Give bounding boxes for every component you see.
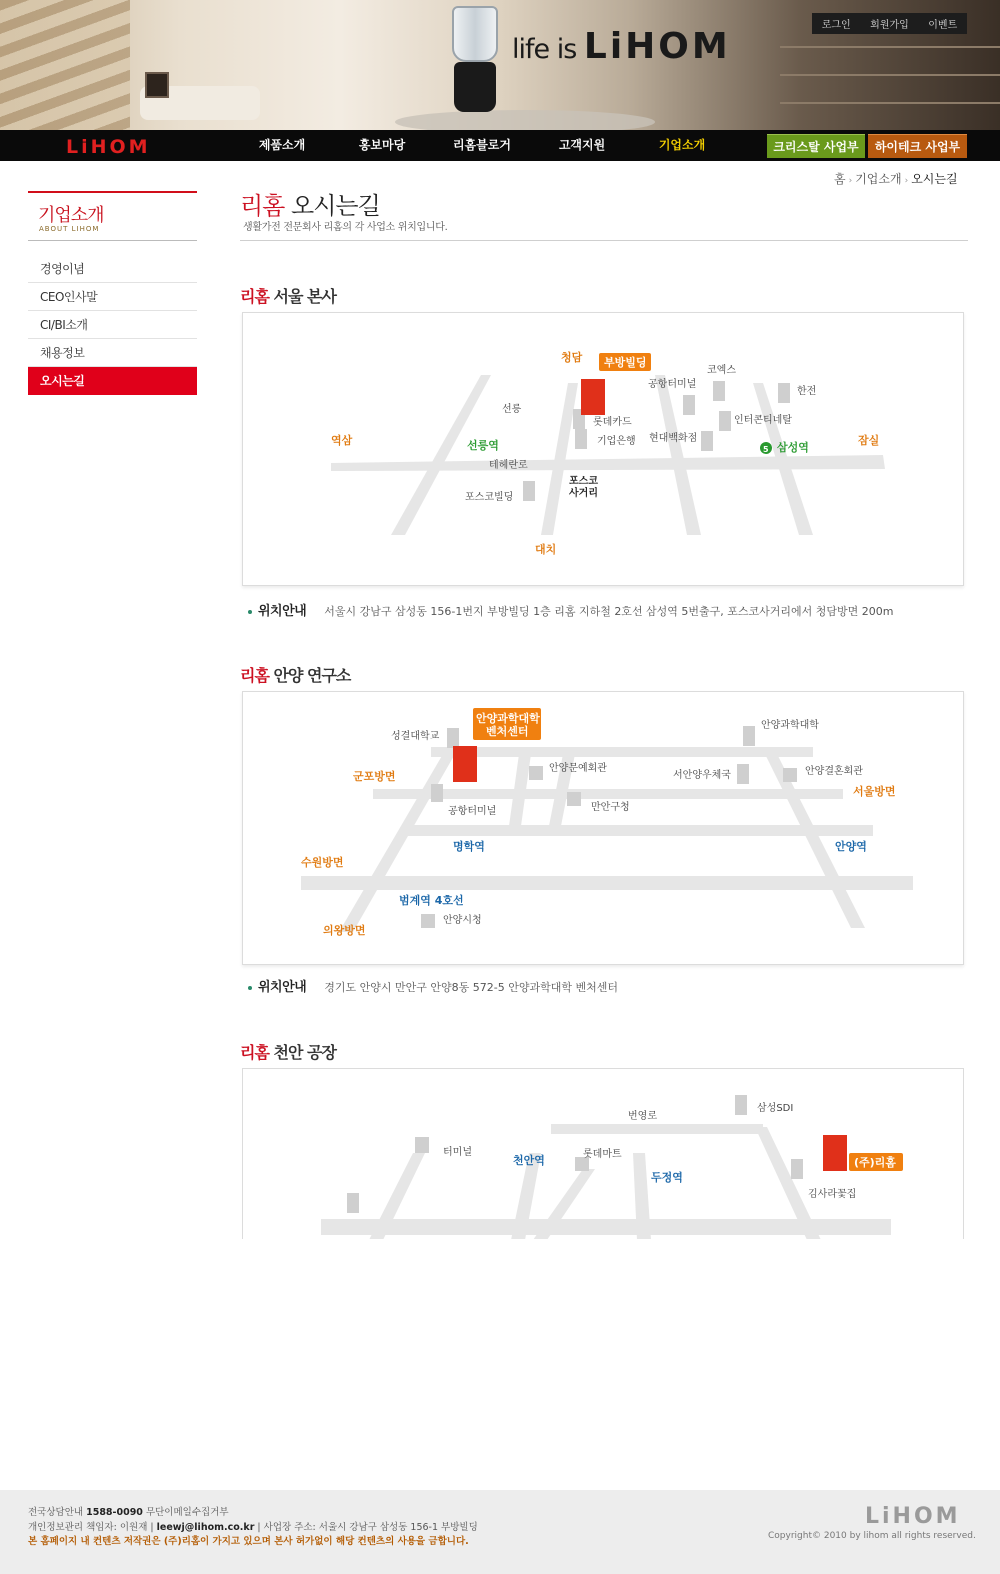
map-label-manan: 만안구청 — [591, 802, 630, 813]
map-label-venture-1: 안양과학대학 — [476, 712, 540, 725]
map-line-number: 5 — [763, 445, 769, 454]
map-label-beomgye: 범계역 4호선 — [399, 894, 464, 907]
chevron-right-icon: › — [848, 176, 853, 186]
map-label-intercon: 인터콘티네탈 — [734, 415, 792, 426]
footer-manager: 개인정보관리 책임자: 이원재 | leewj@lihom.co.kr | 사업장 주소: 서울시 강남구 삼성동 156-1 부방빌딩 — [28, 1522, 478, 1533]
map-label-terminal: 터미널 — [443, 1147, 472, 1158]
event-link[interactable]: 이벤트 — [928, 20, 958, 31]
nav-item-blogger[interactable]: 리홈블로거 — [453, 138, 511, 152]
lihom-logo[interactable]: LiHOM — [66, 136, 151, 158]
map-label-samsung-sdi: 삼성SDI — [757, 1103, 794, 1114]
map-label-wedding: 안양결혼회관 — [805, 766, 863, 777]
sidebar-title: 기업소개 — [38, 205, 104, 226]
map-label-uiwang: 의왕방면 — [323, 924, 366, 937]
map-label-jamsil: 잠실 — [858, 434, 880, 447]
footer-copyright: Copyright© 2010 by lihom all rights reserved. — [768, 1531, 976, 1541]
divider — [240, 240, 968, 241]
sidebar-header — [28, 191, 197, 241]
map-label-seonreung-station: 선릉역 — [467, 439, 499, 452]
map-label-beonyeong: 번영로 — [628, 1111, 657, 1122]
map-label-posco-cross-2: 사거리 — [569, 488, 598, 499]
section-title-seoul: 리홈 서울 본사 — [240, 287, 336, 306]
map-label-bubang: 부방빌딩 — [604, 356, 647, 369]
location-info-anyang: 위치안내 경기도 안양시 만안구 안양8동 572-5 안양과학대학 벤처센터 — [248, 976, 618, 995]
map-label-lihom: (주)리홈 — [854, 1156, 896, 1169]
hitech-division-button[interactable]: 하이테크 사업부 — [868, 134, 967, 158]
section-title-anyang: 리홈 안양 연구소 — [240, 666, 351, 685]
map-label-gimsarang: 김사라꽃집 — [808, 1189, 857, 1200]
breadcrumb-current: 오시는길 — [911, 172, 958, 186]
shelves-decoration — [780, 40, 1000, 130]
map-label-cityhall: 안양시청 — [443, 915, 482, 926]
picture-frame-image — [145, 72, 169, 98]
brand-slogan: life is LiHOM — [512, 26, 731, 67]
nav-item-company[interactable]: 기업소개 — [658, 138, 706, 152]
nav-item-support[interactable]: 고객지원 — [558, 138, 606, 152]
sidebar-item-ceo[interactable]: CEO인사말 — [28, 283, 197, 311]
crystal-division-button[interactable]: 크리스탈 사업부 — [767, 134, 865, 158]
nav-item-promotion[interactable]: 홍보마당 — [358, 138, 406, 152]
map-anyang — [242, 691, 964, 965]
page-title: 리홈 오시는길 — [240, 192, 380, 220]
sidebar-item-philosophy[interactable]: 경영이념 — [28, 255, 197, 283]
sidebar-item-recruit[interactable]: 채용정보 — [28, 339, 197, 367]
map-label-daechi: 대치 — [535, 543, 557, 556]
sidebar-subtitle: ABOUT LIHOM — [39, 225, 100, 233]
signup-link[interactable]: 회원가입 — [870, 20, 909, 31]
login-link[interactable]: 로그인 — [821, 20, 851, 31]
map-label-seonggyeol: 성결대학교 — [391, 731, 440, 742]
map-label-dujeong: 두정역 — [651, 1171, 683, 1184]
location-info-seoul: 위치안내 서울시 강남구 삼성동 156-1번지 부방빌딩 1층 리홈 지하철 2호선 삼성역 5번출구, 포스코사거리에서 청담방면 200m — [248, 600, 894, 619]
map-label-coex: 코엑스 — [707, 365, 736, 376]
map-label-munye: 안양문예회관 — [549, 763, 607, 774]
breadcrumb — [834, 170, 958, 187]
map-label-gunpo: 군포방면 — [353, 770, 396, 783]
sidebar-menu — [28, 255, 197, 395]
map-label-yeoksam: 역삼 — [331, 434, 353, 447]
map-label-lottemart: 롯데마트 — [583, 1149, 622, 1160]
map-seoul — [242, 312, 964, 586]
map-label-gieop: 기업은행 — [597, 436, 636, 447]
blender-product-image — [446, 2, 506, 114]
map-label-seonreung: 선릉 — [502, 404, 522, 415]
map-label-anyang-station: 안양역 — [835, 840, 867, 853]
map-label-myeonghak: 명학역 — [453, 840, 485, 853]
chevron-right-icon: › — [904, 176, 909, 186]
table-image — [395, 110, 655, 130]
map-label-samseong-station: 삼성역 — [777, 441, 809, 454]
map-label-venture-2: 벤처센터 — [486, 725, 529, 738]
stairs-decoration — [0, 0, 130, 130]
map-label-terminal: 공항터미널 — [448, 806, 497, 817]
top-links — [812, 13, 967, 34]
footer — [0, 1490, 1000, 1574]
map-label-seoul: 서울방면 — [853, 785, 896, 798]
map-label-hyundai: 현대백화점 — [649, 433, 698, 444]
manager-email[interactable]: leewj@lihom.co.kr — [156, 1522, 255, 1533]
nav-menu — [232, 130, 732, 161]
map-label-teheran: 테헤란로 — [489, 460, 528, 471]
map-label-konghang: 공항터미널 — [648, 379, 697, 390]
main-nav — [0, 130, 1000, 161]
section-title-cheonan: 리홈 천안 공장 — [240, 1043, 336, 1062]
breadcrumb-company[interactable]: 기업소개 — [855, 172, 902, 186]
map-label-lottecard: 롯데카드 — [593, 417, 632, 428]
map-label-hanjeon: 한전 — [797, 386, 817, 397]
map-label-posco-building: 포스코빌딩 — [465, 492, 514, 503]
sidebar-item-cibi[interactable]: CI/BI소개 — [28, 311, 197, 339]
map-label-seoan-post: 서안양우체국 — [673, 770, 731, 781]
sidebar-item-directions[interactable]: 오시는길 — [28, 367, 197, 395]
page-description: 생활가전 전문회사 리홈의 각 사업소 위치입니다. — [243, 222, 448, 233]
map-label-cheongdam: 청담 — [561, 351, 583, 364]
breadcrumb-home[interactable]: 홈 — [834, 172, 846, 186]
footer-contact: 전국상담안내 1588-0090 무단이메일수집거부 — [28, 1507, 229, 1518]
map-label-anyang-univ: 안양과학대학 — [761, 720, 819, 731]
footer-logo: LiHOM — [865, 1504, 961, 1529]
nav-item-products[interactable]: 제품소개 — [258, 138, 306, 152]
map-label-cheonan-station: 천안역 — [513, 1154, 545, 1167]
no-email-link[interactable]: 무단이메일수집거부 — [145, 1507, 229, 1518]
map-label-posco-cross: 포스코 — [569, 476, 598, 487]
footer-copyright-notice: 본 홈페이지 내 컨텐츠 저작권은 (주)리홈이 가지고 있으며 본사 허가없이 해당 컨텐츠의 사용을 금합니다. — [28, 1536, 469, 1547]
map-cheonan — [242, 1068, 964, 1239]
map-label-suwon: 수원방면 — [301, 856, 344, 869]
